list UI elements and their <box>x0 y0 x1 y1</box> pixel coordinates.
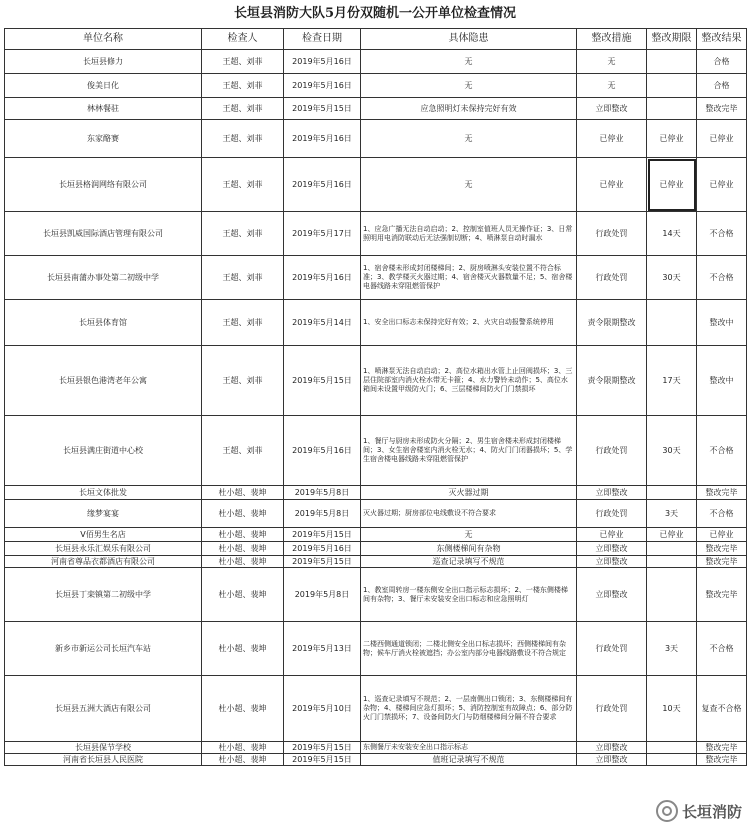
header-result: 整改结果 <box>697 29 747 50</box>
cell-unit: 长垣县体育馆 <box>5 300 202 346</box>
cell-inspector: 杜小超、裴坤 <box>202 486 284 500</box>
cell-unit: 东家酪赛 <box>5 120 202 158</box>
table-row <box>5 754 747 766</box>
cell-date: 2019年5月17日 <box>284 212 361 256</box>
cell-measure: 立即整改 <box>577 568 647 622</box>
header-unit: 单位名称 <box>5 29 202 50</box>
cell-measure: 无 <box>577 50 647 74</box>
cell-result: 不合格 <box>697 256 747 300</box>
cell-date: 2019年5月16日 <box>284 158 361 212</box>
cell-hazard: 无 <box>361 74 577 98</box>
cell-hazard: 1、宿舍楼未形成封闭楼梯间；2、厨房喷淋头安装位置不符合标准；3、教学楼灭火器过期；4、宿舍楼灭火器数量不足；5、宿舍楼电器线路未穿阻燃管保护 <box>361 256 577 300</box>
cell-date: 2019年5月16日 <box>284 542 361 556</box>
table-row <box>5 568 747 622</box>
table-row <box>5 486 747 500</box>
cell-inspector: 王超、刘菲 <box>202 256 284 300</box>
cell-date: 2019年5月16日 <box>284 74 361 98</box>
cell-date: 2019年5月10日 <box>284 676 361 742</box>
cell-result: 整改中 <box>697 300 747 346</box>
cell-measure: 行政处罚 <box>577 622 647 676</box>
cell-inspector: 杜小超、裴坤 <box>202 622 284 676</box>
cell-inspector: 王超、刘菲 <box>202 120 284 158</box>
cell-hazard: 无 <box>361 528 577 542</box>
wechat-logo-icon <box>656 800 678 822</box>
table-row <box>5 556 747 568</box>
cell-result: 整改完毕 <box>697 568 747 622</box>
cell-result: 不合格 <box>697 622 747 676</box>
cell-measure: 立即整改 <box>577 98 647 120</box>
inspection-table <box>4 28 747 766</box>
cell-date: 2019年5月16日 <box>284 50 361 74</box>
cell-period <box>647 542 697 556</box>
watermark <box>656 800 742 822</box>
cell-measure: 行政处罚 <box>577 500 647 528</box>
cell-result: 合格 <box>697 50 747 74</box>
table-row <box>5 212 747 256</box>
cell-result: 整改完毕 <box>697 754 747 766</box>
cell-inspector: 王超、刘菲 <box>202 416 284 486</box>
cell-period <box>647 486 697 500</box>
cell-period <box>647 754 697 766</box>
cell-inspector: 杜小超、裴坤 <box>202 500 284 528</box>
cell-hazard: 东侧餐厅未安装安全出口指示标志 <box>361 742 577 754</box>
cell-unit: 林林餐驻 <box>5 98 202 120</box>
header-measure: 整改措施 <box>577 29 647 50</box>
cell-inspector: 杜小超、裴坤 <box>202 542 284 556</box>
cell-inspector: 杜小超、裴坤 <box>202 528 284 542</box>
cell-measure: 行政处罚 <box>577 416 647 486</box>
cell-hazard: 1、安全出口标志未保持完好有效；2、火灾自动报警系统停用 <box>361 300 577 346</box>
cell-unit: 长垣县银色港湾老年公寓 <box>5 346 202 416</box>
cell-result: 不合格 <box>697 500 747 528</box>
cell-date: 2019年5月15日 <box>284 556 361 568</box>
cell-unit: 长垣县南蒲办事处第二初级中学 <box>5 256 202 300</box>
cell-inspector: 王超、刘菲 <box>202 346 284 416</box>
table-row <box>5 500 747 528</box>
cell-date: 2019年5月16日 <box>284 416 361 486</box>
header-period: 整改期限 <box>647 29 697 50</box>
cell-measure: 立即整改 <box>577 754 647 766</box>
cell-unit: 长垣县丁栾镇第二初级中学 <box>5 568 202 622</box>
watermark-text: 长垣消防 <box>681 802 742 821</box>
cell-result: 整改中 <box>697 346 747 416</box>
cell-hazard: 1、应急广播无法自动启动；2、控制室值班人员无操作证；3、日常照明用电消防联动后无法强制切断；4、喷淋泵自动时漏水 <box>361 212 577 256</box>
header-row <box>5 29 747 50</box>
table-row <box>5 542 747 556</box>
cell-result: 不合格 <box>697 416 747 486</box>
cell-unit: 长垣县五洲大酒店有限公司 <box>5 676 202 742</box>
cell-result: 整改完毕 <box>697 742 747 754</box>
cell-hazard: 1、喷淋泵无法自动启动；2、高位水箱出水管上止回阀损坏；3、三层住院部室内消火栓水带无卡箍；4、水力警铃未动作；5、高位水箱间未设置甲级防火门；6、三层楼梯间防火门门禁损坏 <box>361 346 577 416</box>
cell-inspector: 杜小超、裴坤 <box>202 556 284 568</box>
cell-date: 2019年5月15日 <box>284 742 361 754</box>
cell-result: 整改完毕 <box>697 98 747 120</box>
cell-measure: 立即整改 <box>577 742 647 754</box>
cell-date: 2019年5月15日 <box>284 346 361 416</box>
cell-period <box>647 50 697 74</box>
cell-date: 2019年5月8日 <box>284 486 361 500</box>
cell-period <box>647 742 697 754</box>
cell-hazard: 应急照明灯未保持完好有效 <box>361 98 577 120</box>
cell-date: 2019年5月13日 <box>284 622 361 676</box>
cell-period: 17天 <box>647 346 697 416</box>
cell-period: 10天 <box>647 676 697 742</box>
cell-hazard: 巡查记录填写不规范 <box>361 556 577 568</box>
cell-unit: 长垣县满庄街道中心校 <box>5 416 202 486</box>
cell-unit: V佰男生名店 <box>5 528 202 542</box>
cell-unit: 长垣县保节学校 <box>5 742 202 754</box>
cell-result: 已停业 <box>697 120 747 158</box>
cell-result: 不合格 <box>697 212 747 256</box>
cell-unit: 长垣县凯威国际酒店管理有限公司 <box>5 212 202 256</box>
cell-unit: 河南省尊品衣都酒店有限公司 <box>5 556 202 568</box>
cell-result: 整改完毕 <box>697 486 747 500</box>
cell-period: 已停业 <box>647 120 697 158</box>
cell-period <box>647 74 697 98</box>
cell-inspector: 杜小超、裴坤 <box>202 568 284 622</box>
cell-period <box>647 568 697 622</box>
cell-period <box>647 300 697 346</box>
cell-measure: 立即整改 <box>577 542 647 556</box>
cell-period: 已停业 <box>647 158 697 212</box>
cell-result: 整改完毕 <box>697 542 747 556</box>
cell-hazard: 灭火器过期；厨房部位电线敷设不符合要求 <box>361 500 577 528</box>
header-hazard: 具体隐患 <box>361 29 577 50</box>
table-row <box>5 74 747 98</box>
cell-hazard: 值班记录填写不规范 <box>361 754 577 766</box>
cell-measure: 立即整改 <box>577 556 647 568</box>
cell-unit: 河南省长垣县人民医院 <box>5 754 202 766</box>
cell-inspector: 王超、刘菲 <box>202 300 284 346</box>
cell-date: 2019年5月8日 <box>284 568 361 622</box>
cell-date: 2019年5月15日 <box>284 754 361 766</box>
cell-period: 30天 <box>647 256 697 300</box>
cell-inspector: 杜小超、裴坤 <box>202 742 284 754</box>
cell-measure: 已停业 <box>577 158 647 212</box>
cell-inspector: 王超、刘菲 <box>202 98 284 120</box>
cell-unit: 新乡市新运公司长垣汽车站 <box>5 622 202 676</box>
page-title: 长垣县消防大队5月份双随机一公开单位检查情况 <box>233 6 517 21</box>
cell-measure: 责令限期整改 <box>577 300 647 346</box>
cell-date: 2019年5月8日 <box>284 500 361 528</box>
table-row <box>5 346 747 416</box>
cell-result: 已停业 <box>697 158 747 212</box>
cell-date: 2019年5月15日 <box>284 528 361 542</box>
cell-measure: 已停业 <box>577 120 647 158</box>
table-row <box>5 158 747 212</box>
cell-date: 2019年5月15日 <box>284 98 361 120</box>
cell-result: 已停业 <box>697 528 747 542</box>
cell-unit: 长垣县修力 <box>5 50 202 74</box>
cell-unit: 俊美日化 <box>5 74 202 98</box>
cell-hazard: 无 <box>361 158 577 212</box>
cell-measure: 责令限期整改 <box>577 346 647 416</box>
table-row <box>5 676 747 742</box>
header-inspector: 检查人 <box>202 29 284 50</box>
cell-hazard: 东侧楼梯间有杂物 <box>361 542 577 556</box>
cell-inspector: 王超、刘菲 <box>202 212 284 256</box>
cell-date: 2019年5月16日 <box>284 120 361 158</box>
cell-unit: 长垣县永乐汇娱乐有限公司 <box>5 542 202 556</box>
cell-result: 合格 <box>697 74 747 98</box>
cell-unit: 长垣文体批发 <box>5 486 202 500</box>
table-row <box>5 742 747 754</box>
cell-hazard: 1、教室周转房一楼东侧安全出口指示标志损坏；2、一楼东侧楼梯间有杂物；3、餐厅未安装安全出口标志和应急照明灯 <box>361 568 577 622</box>
table-row <box>5 98 747 120</box>
table-row <box>5 50 747 74</box>
cell-period <box>647 556 697 568</box>
cell-measure: 行政处罚 <box>577 212 647 256</box>
cell-hazard: 无 <box>361 50 577 74</box>
cell-result: 复查不合格 <box>697 676 747 742</box>
cell-hazard: 二楼西侧通道锁闭；二楼北侧安全出口标志损坏；西侧楼梯间有杂物；候车厅消火栓被遮挡；办公室内部分电器线路敷设不符合规定 <box>361 622 577 676</box>
cell-measure: 已停业 <box>577 528 647 542</box>
cell-hazard: 1、巡查记录填写不规范；2、一层南侧出口锁闭；3、东侧楼梯间有杂物；4、楼梯间应急灯损坏；5、消防控制室有故障点；6、部分防火门门禁损坏；7、设备间防火门与防烟楼梯间分隔不符合要求 <box>361 676 577 742</box>
cell-date: 2019年5月14日 <box>284 300 361 346</box>
cell-period: 30天 <box>647 416 697 486</box>
cell-inspector: 王超、刘菲 <box>202 158 284 212</box>
cell-hazard: 1、餐厅与厨房未形成防火分隔；2、男生宿舍楼未形成封闭楼梯间；3、女生宿舍楼室内消火栓无水；4、防火门门闭器损坏；5、学生宿舍楼电器线路未穿阻燃管保护 <box>361 416 577 486</box>
cell-unit: 长垣县格润网络有限公司 <box>5 158 202 212</box>
cell-inspector: 王超、刘菲 <box>202 50 284 74</box>
cell-measure: 立即整改 <box>577 486 647 500</box>
cell-period: 3天 <box>647 622 697 676</box>
cell-inspector: 杜小超、裴坤 <box>202 676 284 742</box>
cell-period: 已停业 <box>647 528 697 542</box>
cell-hazard: 无 <box>361 120 577 158</box>
table-row <box>5 528 747 542</box>
table-row <box>5 256 747 300</box>
cell-inspector: 杜小超、裴坤 <box>202 754 284 766</box>
table-row <box>5 120 747 158</box>
header-date: 检查日期 <box>284 29 361 50</box>
cell-measure: 行政处罚 <box>577 256 647 300</box>
table-row <box>5 416 747 486</box>
cell-period: 14天 <box>647 212 697 256</box>
cell-inspector: 王超、刘菲 <box>202 74 284 98</box>
cell-period <box>647 98 697 120</box>
table-row <box>5 300 747 346</box>
table-row <box>5 622 747 676</box>
cell-period: 3天 <box>647 500 697 528</box>
cell-date: 2019年5月16日 <box>284 256 361 300</box>
cell-unit: 缘梦宴宴 <box>5 500 202 528</box>
cell-measure: 无 <box>577 74 647 98</box>
cell-result: 整改完毕 <box>697 556 747 568</box>
cell-hazard: 灭火器过期 <box>361 486 577 500</box>
cell-measure: 行政处罚 <box>577 676 647 742</box>
